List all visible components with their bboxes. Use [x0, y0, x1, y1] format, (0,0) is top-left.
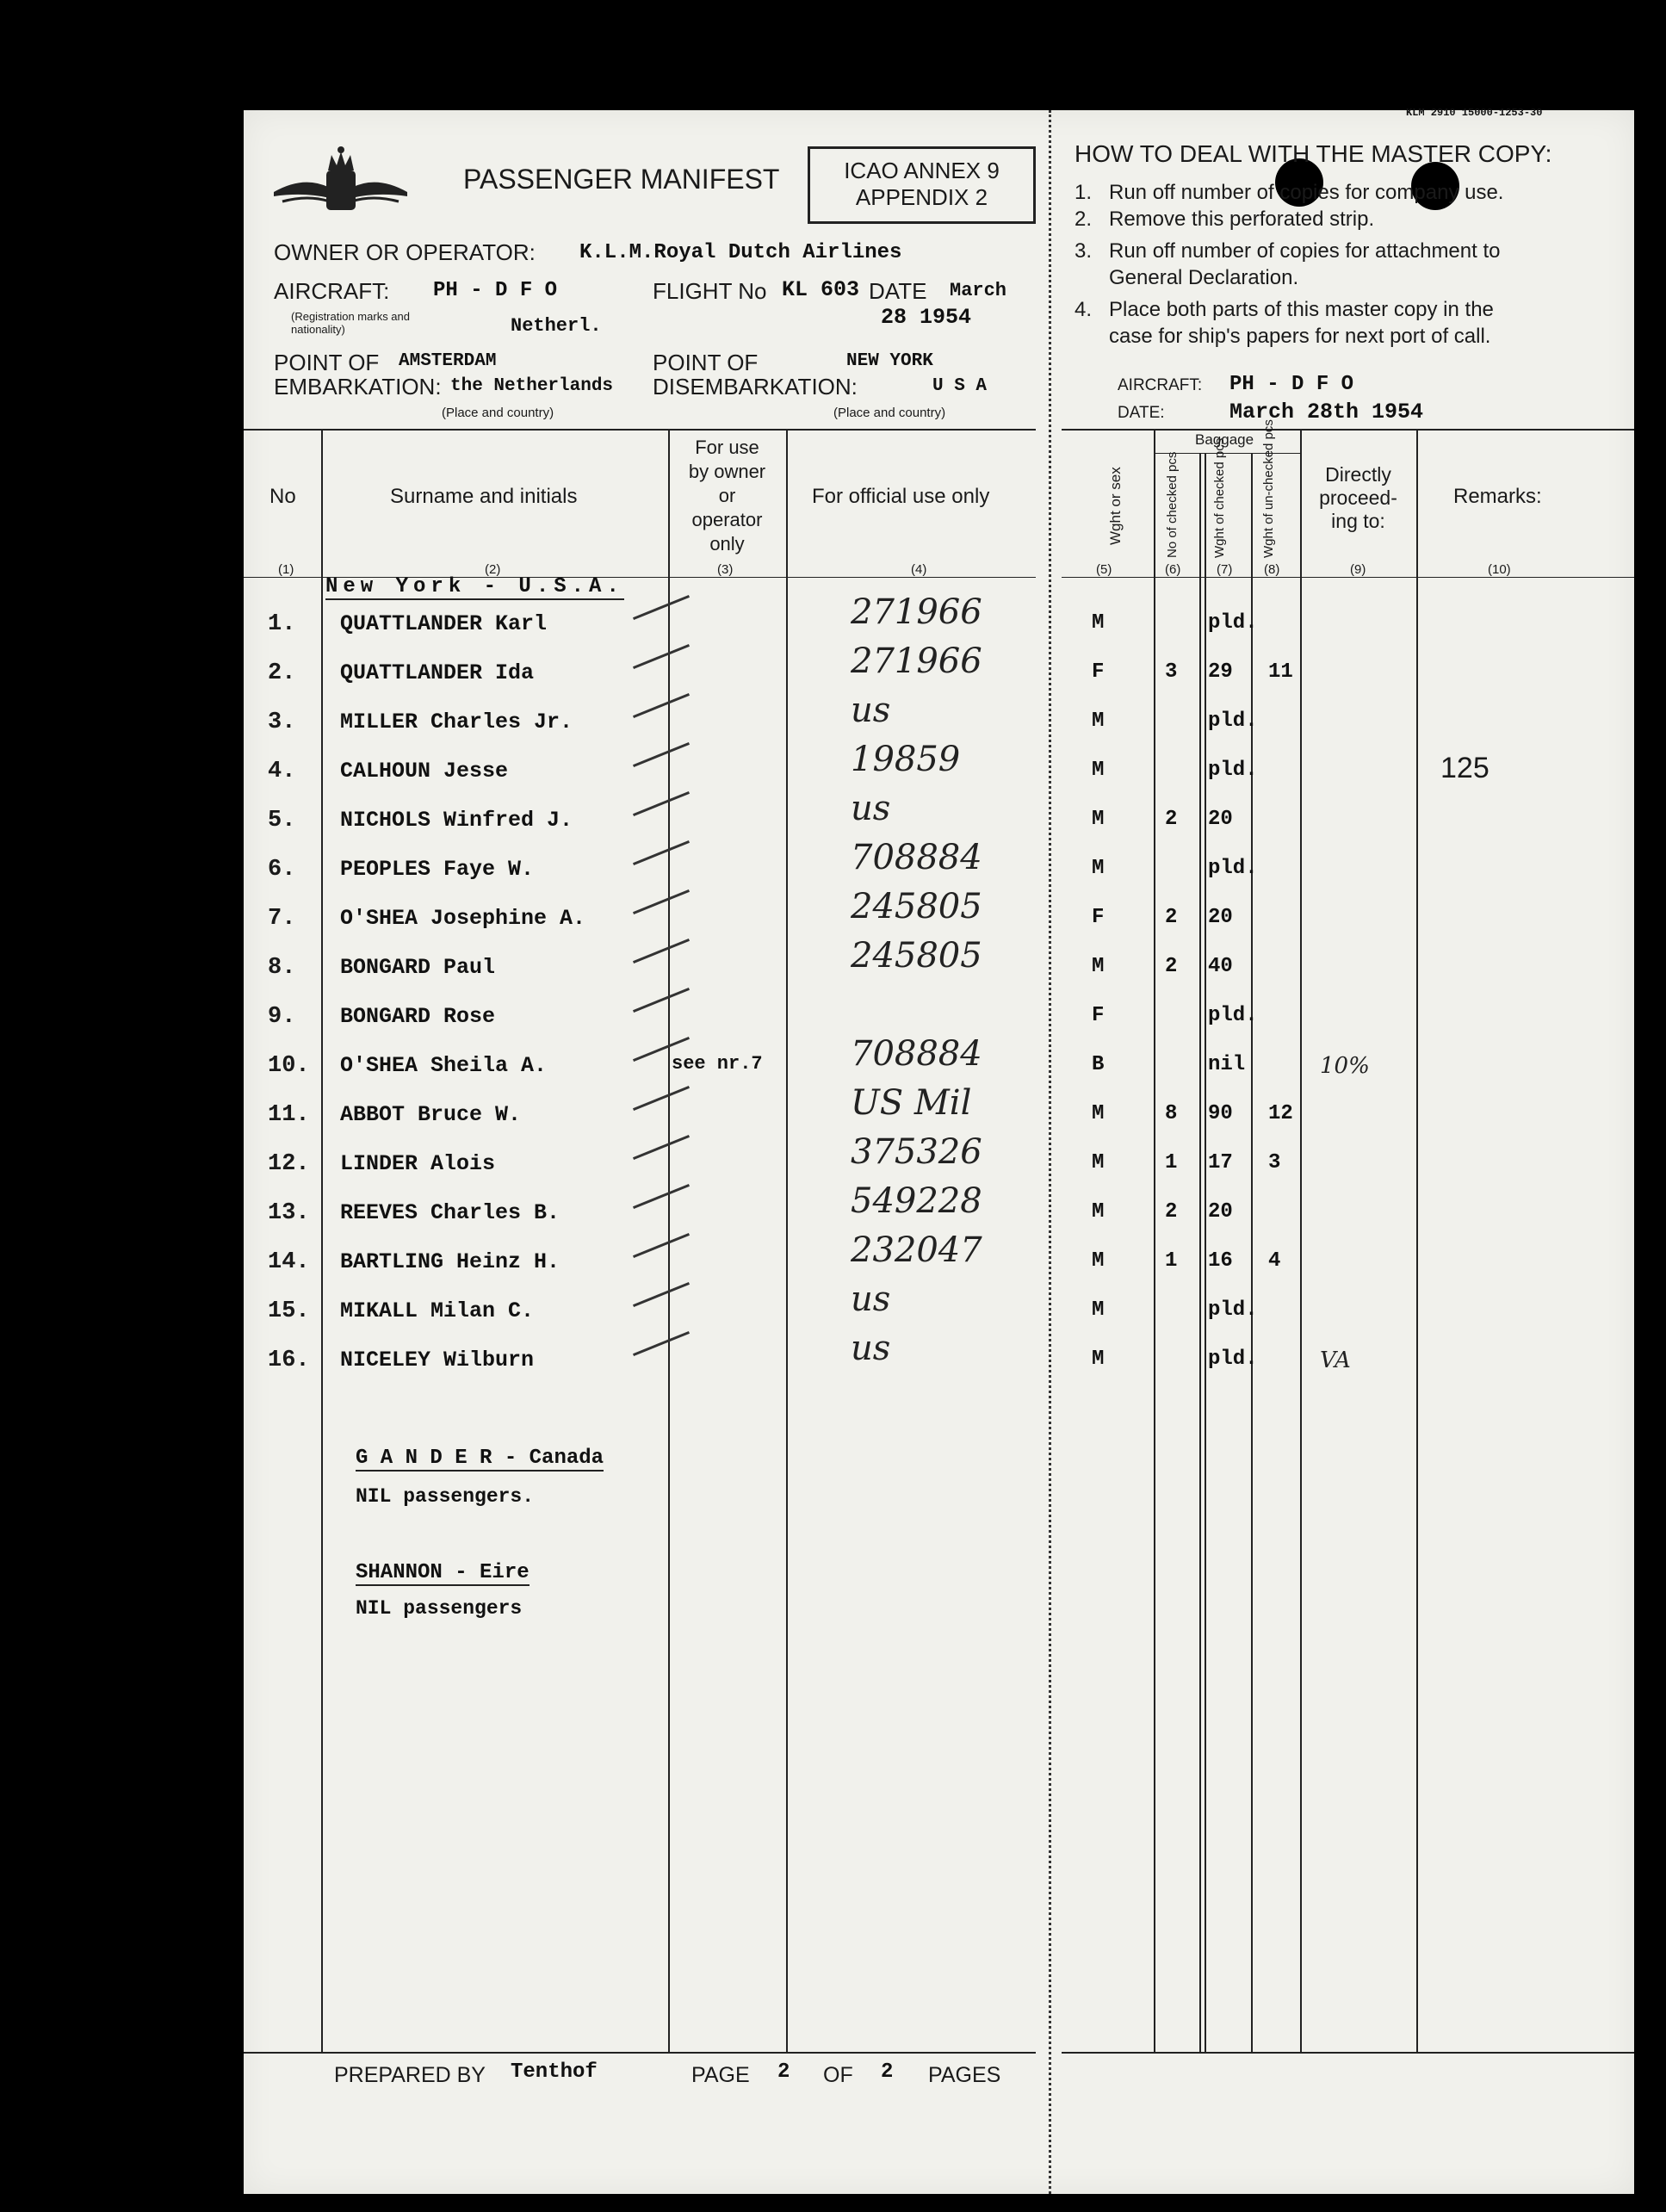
official-use-entry: 708884: [851, 838, 982, 877]
instruction-4: 4. Place both parts of this master copy in the: [1075, 298, 1494, 321]
unchecked-weight: 11: [1268, 660, 1293, 684]
aircraft-value: PH - D F O: [433, 279, 558, 302]
passenger-row: [244, 1279, 1634, 1348]
official-use-entry: 232047: [851, 1230, 982, 1270]
passenger-number: 9.: [268, 1004, 296, 1030]
baggage-weight: pld.: [1208, 759, 1258, 782]
stop-note: NIL passengers.: [356, 1485, 535, 1508]
passenger-sex: M: [1092, 1298, 1105, 1322]
instruction-3: 3. Run off number of copies for attachment to: [1075, 239, 1501, 263]
official-use-entry: 708884: [851, 1034, 982, 1074]
passenger-name: NICELEY Wilburn: [340, 1348, 535, 1372]
passenger-sex: M: [1092, 1200, 1105, 1224]
passenger-number: 2.: [268, 660, 296, 686]
disembarkation-value-1: NEW YORK: [846, 351, 933, 371]
col-checked-wt: Wght of checked pcs: [1212, 437, 1227, 558]
disembarkation-note: (Place and country): [833, 406, 946, 420]
col-num: (2): [485, 562, 501, 577]
of-value: 2: [881, 2060, 894, 2084]
klm-crown-logo-icon: [269, 145, 412, 226]
col-num: (1): [278, 562, 294, 577]
passenger-sex: M: [1092, 1348, 1105, 1371]
instruction-2: 2. Remove this perforated strip.: [1075, 208, 1375, 231]
col-no: No: [269, 485, 296, 508]
table-bottom-right: [1062, 2052, 1634, 2054]
embarkation-label-2: EMBARKATION:: [274, 374, 442, 400]
page-value: 2: [777, 2060, 790, 2084]
unchecked-weight: 3: [1268, 1151, 1281, 1174]
date-label: DATE: [869, 278, 927, 304]
prepared-value: Tenthof: [511, 2060, 598, 2084]
passenger-name: CALHOUN Jesse: [340, 759, 509, 784]
col-owner-use: For use by owner or operator only: [688, 437, 766, 555]
col-num: (10): [1488, 562, 1511, 577]
col-num: (6): [1165, 562, 1181, 577]
passenger-number: 11.: [268, 1102, 310, 1128]
col-baggage: Baggage: [1195, 431, 1254, 448]
section-heading: New York - U.S.A.: [325, 575, 624, 598]
date-value-1: March: [950, 280, 1007, 301]
passenger-name: QUATTLANDER Ida: [340, 660, 535, 685]
flight-value: KL 603: [782, 277, 860, 302]
col-directly: Directly proceed- ing to:: [1319, 463, 1397, 532]
official-use-entry: 375326: [851, 1132, 982, 1172]
baggage-weight: 17: [1208, 1151, 1233, 1174]
col-num: (7): [1217, 562, 1233, 577]
instructions-title: HOW TO DEAL WITH THE MASTER COPY:: [1075, 140, 1552, 167]
passenger-number: 13.: [268, 1200, 310, 1226]
official-use-entry: 549228: [851, 1181, 982, 1221]
baggage-pieces: 2: [1165, 906, 1178, 929]
passenger-sex: M: [1092, 955, 1105, 978]
passenger-number: 14.: [268, 1249, 310, 1275]
passenger-sex: M: [1092, 857, 1105, 880]
check-mark-icon: [633, 595, 690, 620]
passenger-name: ABBOT Bruce W.: [340, 1102, 522, 1127]
aircraft-note: (Registration marks and nationality): [291, 310, 410, 336]
passenger-name: MIKALL Milan C.: [340, 1298, 535, 1323]
passenger-name: QUATTLANDER Karl: [340, 611, 548, 636]
col-num: (5): [1096, 562, 1112, 577]
passenger-sex: M: [1092, 1102, 1105, 1125]
official-use-entry: US Mil: [851, 1083, 972, 1123]
col-num: (8): [1264, 562, 1280, 577]
passenger-number: 5.: [268, 808, 296, 833]
owner-label: OWNER OR OPERATOR:: [274, 239, 536, 265]
pages-label: PAGES: [928, 2063, 1001, 2087]
icao-line-1: ICAO ANNEX 9: [844, 158, 1000, 183]
disembarkation-label-2: DISEMBARKATION:: [653, 374, 858, 400]
baggage-weight: 16: [1208, 1249, 1233, 1273]
passenger-name: PEOPLES Faye W.: [340, 857, 535, 882]
passenger-name: LINDER Alois: [340, 1151, 496, 1176]
col-unchecked-wt: Wght of un-checked pcs: [1261, 419, 1276, 558]
passenger-sex: B: [1092, 1053, 1105, 1076]
official-use-entry: 245805: [851, 936, 982, 976]
passenger-sex: M: [1092, 1249, 1105, 1273]
baggage-weight: pld.: [1208, 857, 1258, 880]
page-label: PAGE: [691, 2063, 750, 2087]
passenger-number: 12.: [268, 1151, 310, 1177]
col-num: (3): [717, 562, 734, 577]
baggage-weight: pld.: [1208, 1004, 1258, 1027]
passenger-row: [244, 740, 1634, 808]
baggage-pieces: 1: [1165, 1151, 1178, 1174]
passenger-number: 16.: [268, 1348, 310, 1373]
passenger-name: BONGARD Paul: [340, 955, 496, 980]
passenger-number: 8.: [268, 955, 296, 981]
baggage-weight: pld.: [1208, 611, 1258, 635]
passenger-name: BONGARD Rose: [340, 1004, 496, 1029]
official-use-entry: 19859: [851, 740, 961, 779]
official-use-entry: us: [851, 789, 891, 828]
baggage-pieces: 2: [1165, 808, 1178, 831]
icao-box: [808, 146, 1036, 224]
passenger-row: [244, 1329, 1634, 1397]
official-use-entry: 271966: [851, 641, 982, 681]
passenger-number: 15.: [268, 1298, 310, 1324]
baggage-pieces: 3: [1165, 660, 1178, 684]
passenger-row: [244, 936, 1634, 1004]
col-num: (9): [1350, 562, 1366, 577]
passenger-number: 10.: [268, 1053, 310, 1079]
passenger-sex: M: [1092, 759, 1105, 782]
baggage-weight: pld.: [1208, 1348, 1258, 1371]
manifest-page: [244, 107, 1634, 2194]
official-use-entry: us: [851, 1279, 891, 1319]
col-name: Surname and initials: [390, 485, 578, 508]
passenger-sex: M: [1092, 1151, 1105, 1174]
embarkation-note: (Place and country): [442, 406, 554, 420]
remarks-entry: 125: [1440, 752, 1489, 784]
passenger-name: BARTLING Heinz H.: [340, 1249, 560, 1274]
prepared-label: PREPARED BY: [334, 2063, 486, 2087]
baggage-weight: pld.: [1208, 1298, 1258, 1322]
passenger-sex: M: [1092, 808, 1105, 831]
stop-note: NIL passengers: [356, 1597, 523, 1620]
passenger-number: 4.: [268, 759, 296, 784]
baggage-weight: 20: [1208, 1200, 1233, 1224]
date-value-2: 28 1954: [881, 305, 972, 330]
owner-value: K.L.M.Royal Dutch Airlines: [579, 241, 902, 264]
passenger-row: [244, 1230, 1634, 1298]
official-use-entry: 245805: [851, 887, 982, 926]
passenger-number: 7.: [268, 906, 296, 932]
directly-proceeding-entry: VA: [1320, 1348, 1351, 1373]
instruction-1: 1. Run off number of copies for company use.: [1075, 181, 1504, 204]
official-use-entry: us: [851, 691, 891, 730]
form-stamp: KLM 2910 15000-1253-30: [1406, 107, 1543, 119]
stop-heading: G A N D E R - Canada: [356, 1447, 604, 1470]
unchecked-weight: 4: [1268, 1249, 1281, 1273]
passenger-number: 1.: [268, 611, 296, 637]
passenger-name: MILLER Charles Jr.: [340, 709, 573, 734]
passenger-name: REEVES Charles B.: [340, 1200, 560, 1225]
embarkation-label-1: POINT OF: [274, 350, 380, 375]
instr-date-label: DATE:: [1118, 404, 1165, 422]
baggage-weight: 90: [1208, 1102, 1233, 1125]
baggage-weight: 20: [1208, 906, 1233, 929]
flight-label: FLIGHT No: [653, 278, 767, 304]
passenger-name: NICHOLS Winfred J.: [340, 808, 573, 833]
instr-date-value: March 28th 1954: [1229, 400, 1424, 424]
table-bottom-left: [244, 2052, 1036, 2054]
baggage-pieces: 2: [1165, 955, 1178, 978]
baggage-weight: 20: [1208, 808, 1233, 831]
col-pcs: No of checked pcs: [1165, 451, 1180, 558]
instr-aircraft-label: AIRCRAFT:: [1118, 376, 1203, 394]
form-title: PASSENGER MANIFEST: [463, 164, 780, 195]
instr-aircraft-value: PH - D F O: [1229, 373, 1354, 396]
table-top-left: [244, 429, 1036, 431]
owner-use-entry: see nr.7: [672, 1053, 763, 1075]
official-use-entry: us: [851, 1329, 891, 1368]
embarkation-value-1: AMSTERDAM: [399, 351, 497, 371]
aircraft-label: AIRCRAFT:: [274, 278, 390, 304]
baggage-weight: 29: [1208, 660, 1233, 684]
embarkation-value-2: the Netherlands: [450, 376, 614, 396]
baggage-pieces: 2: [1165, 1200, 1178, 1224]
official-use-entry: 271966: [851, 592, 982, 632]
instructions-list: 1. Run off number of copies for company use. 2. Remove this perforated strip. 3. Run off number of copies for attachment to General Declaration. 4. Place both parts of this master copy in the case for ship's papers for next port of call.: [1075, 181, 1504, 348]
col-remarks: Remarks:: [1453, 485, 1542, 508]
passenger-row: [244, 641, 1634, 709]
baggage-pieces: 1: [1165, 1249, 1178, 1273]
passenger-sex: F: [1092, 660, 1105, 684]
of-label: OF: [823, 2063, 853, 2087]
baggage-pieces: 8: [1165, 1102, 1178, 1125]
aircraft-nationality: Netherl.: [511, 315, 602, 337]
unchecked-weight: 12: [1268, 1102, 1293, 1125]
passenger-sex: M: [1092, 611, 1105, 635]
col-num: (4): [911, 562, 927, 577]
passenger-name: O'SHEA Sheila A.: [340, 1053, 548, 1078]
baggage-weight: 40: [1208, 955, 1233, 978]
baggage-weight: nil: [1208, 1053, 1246, 1076]
table-top-right: [1062, 429, 1634, 431]
passenger-sex: F: [1092, 906, 1105, 929]
col-sex: Wght or sex: [1107, 467, 1124, 545]
passenger-number: 3.: [268, 709, 296, 735]
passenger-name: O'SHEA Josephine A.: [340, 906, 586, 931]
disembarkation-label-1: POINT OF: [653, 350, 759, 375]
passenger-sex: F: [1092, 1004, 1105, 1027]
passenger-sex: M: [1092, 709, 1105, 733]
stop-heading: SHANNON - Eire: [356, 1561, 530, 1584]
col-official: For official use only: [812, 485, 990, 508]
passenger-number: 6.: [268, 857, 296, 883]
baggage-weight: pld.: [1208, 709, 1258, 733]
icao-line-2: APPENDIX 2: [855, 184, 988, 210]
directly-proceeding-entry: 10%: [1320, 1053, 1370, 1079]
disembarkation-value-2: U S A: [932, 376, 988, 396]
